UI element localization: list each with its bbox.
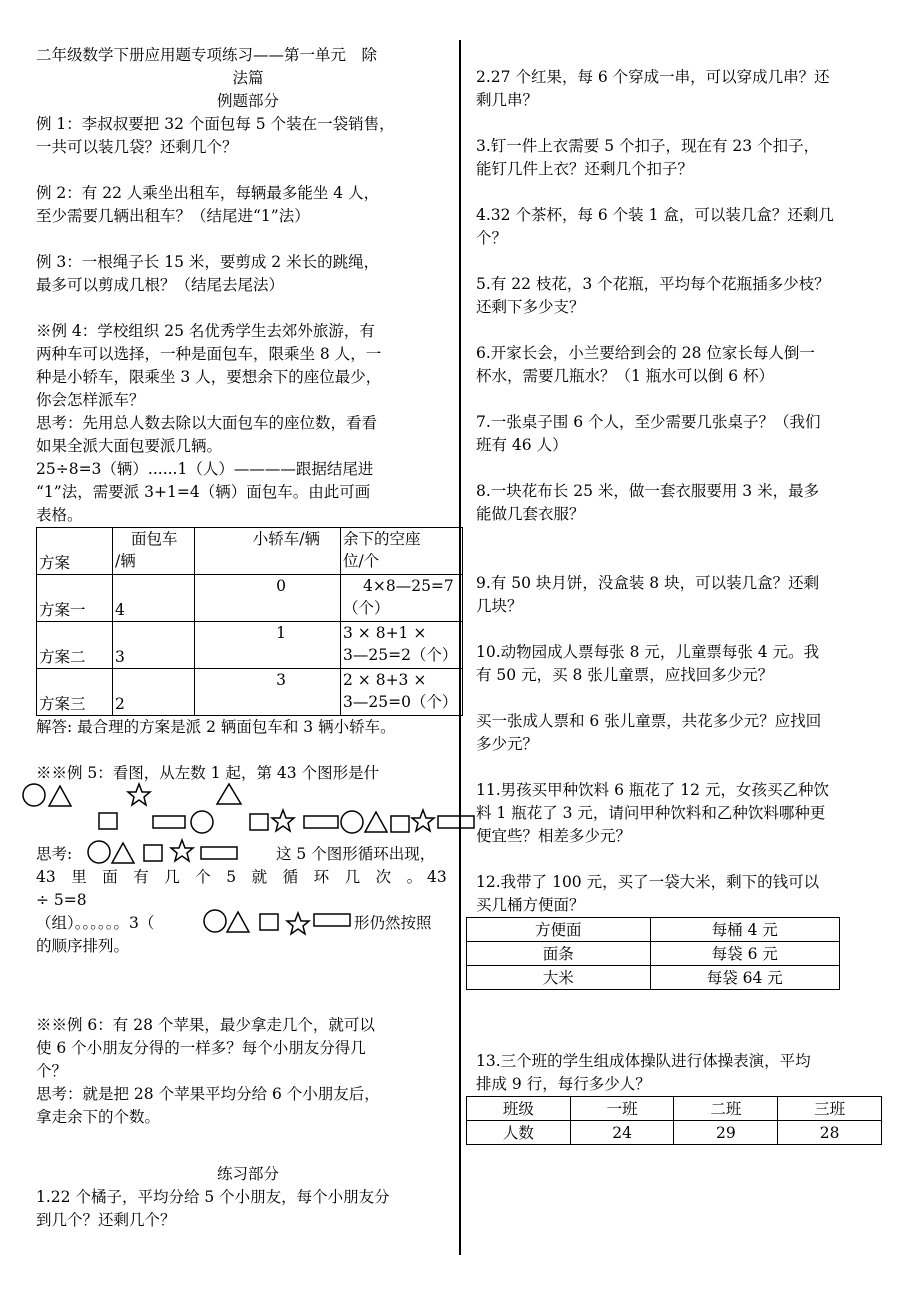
- table-row: [37, 669, 463, 716]
- table-cell: 0: [195, 575, 341, 622]
- rectangle-icon: [314, 914, 350, 926]
- practice-5: 5.有 22 枝花，3 个花瓶，平均每个花瓶插多少枝？ 还剩下多少支？: [476, 275, 830, 316]
- practice-6: 6.开家长会，小兰要给到会的 28 位家长每人倒一 杯水，需要几瓶水？（1 瓶水可以倒 6 杯）: [476, 344, 815, 385]
- table-cell: 方案三: [37, 669, 113, 716]
- example-6-thinking: 思考：就是把 28 个苹果平均分给 6 个小朋友后， 拿走余下的个数。: [36, 1085, 380, 1126]
- practice-7: 7.一张桌子围 6 个人，至少需要几张桌子？（我们 班有 46 人）: [476, 413, 821, 454]
- star-icon: [272, 810, 294, 831]
- table-row: [467, 918, 840, 942]
- example-5: ※※例 5：看图，从左数 1 起，第 43 个图形是什: [36, 764, 380, 782]
- rectangle-icon: [438, 816, 474, 828]
- circle-icon: [88, 841, 110, 863]
- star-icon: [128, 784, 150, 805]
- example-6: ※※例 6：有 28 个苹果，最少拿走几个，就可以 使 6 个小朋友分得的一样多？每个小朋友分得几 个？: [36, 1016, 375, 1080]
- remaining-shapes-svg: [202, 908, 352, 938]
- class-table: [466, 1096, 882, 1145]
- table-cell: 三班: [778, 1097, 882, 1121]
- table-cell: 小轿车/辆: [195, 528, 341, 575]
- triangle-icon: [365, 812, 387, 832]
- table-cell: 28: [778, 1121, 882, 1145]
- example-5-thinking-line-4: 的顺序排列。: [36, 937, 130, 955]
- example-5-thinking-line-2: 43 里 面 有 几 个 5 就 循 环 几 次 。 43 ÷ 5=8: [36, 868, 447, 909]
- table-row: [467, 966, 840, 990]
- star-icon: [412, 810, 434, 831]
- table-row: [37, 575, 463, 622]
- table-cell: 3: [195, 669, 341, 716]
- practice-13: 13.三个班的学生组成体操队进行体操表演，平均 排成 9 行，每行多少人？: [476, 1052, 811, 1093]
- title-line-1: 二年级数学下册应用题专项练习——第一单元 除: [36, 46, 378, 64]
- page-title: [36, 44, 460, 90]
- table-cell: 大米: [467, 966, 651, 990]
- square-icon: [250, 814, 268, 830]
- example-4-thinking: 思考：先用总人数去除以大面包车的座位数，看看 如果全派大面包要派几辆。 25÷8=3（辆）......1（人）————跟据结尾进 “1”法，需要派 3+1=4（辆）面包车。由此可画 表格。: [36, 414, 378, 524]
- practice-1: 1.22 个橘子，平均分给 5 个小朋友，每个小朋友分 到几个？还剩几个？: [36, 1188, 390, 1229]
- examples-heading: 例题部分: [216, 92, 279, 110]
- example-5-thinking-line-3: （组）。。。。。。3（ 形仍然按照: [36, 912, 460, 935]
- rectangle-icon: [153, 816, 185, 828]
- table-cell: 4: [113, 575, 195, 622]
- table-cell: 方案一: [37, 575, 113, 622]
- table-cell: 二班: [674, 1097, 778, 1121]
- example-2: 例 2：有 22 人乘坐出租车，每辆最多能坐 4 人， 至少需要几辆出租车？（结尾进“1”法）: [36, 184, 380, 225]
- square-icon: [99, 813, 117, 829]
- circle-icon: [341, 811, 363, 833]
- table-row: [37, 528, 463, 575]
- table-cell: 余下的空座 位/个: [341, 528, 463, 575]
- square-icon: [260, 914, 278, 930]
- table-cell: 29: [674, 1121, 778, 1145]
- table-cell: 1: [195, 622, 341, 669]
- star-icon: [287, 913, 309, 934]
- table-cell: 人数: [467, 1121, 571, 1145]
- table-cell: 面条: [467, 942, 651, 966]
- table-cell: 每袋 64 元: [650, 966, 840, 990]
- example-3: 例 3：一根绳子长 15 米，要剪成 2 米长的跳绳， 最多可以剪成几根？（结尾去尾法）: [36, 253, 380, 294]
- table-cell: 3: [113, 622, 195, 669]
- cycle-shapes-svg: [84, 837, 244, 867]
- rectangle-icon: [201, 847, 237, 859]
- table-row: [467, 1097, 882, 1121]
- circle-icon: [204, 910, 226, 932]
- table-row: [467, 942, 840, 966]
- example-1: 例 1：李叔叔要把 32 个面包每 5 个装在一袋销售， 一共可以装几袋？还剩几个？: [36, 115, 395, 156]
- table-cell: 一班: [570, 1097, 674, 1121]
- example-5-thinking-line-1: 思考: 这 5 个图形循环出现，: [36, 843, 460, 875]
- triangle-icon: [227, 912, 249, 932]
- square-icon: [391, 816, 409, 832]
- triangle-icon: [112, 843, 134, 863]
- table-cell: 2 × 8+3 × 3—25=0（个）: [341, 669, 463, 716]
- practice-3: 3.钉一件上衣需要 5 个扣子，现在有 23 个扣子， 能钉几件上衣？还剩几个扣子？: [476, 137, 820, 178]
- example-4: ※例 4：学校组织 25 名优秀学生去郊外旅游，有 两种车可以选择，一种是面包车，限乘坐 8 人，一 种是小轿车，限乘坐 3 人，要想余下的座位最少， 你会怎样派车？: [36, 322, 382, 409]
- price-table: [466, 917, 840, 990]
- table-cell: 班级: [467, 1097, 571, 1121]
- practice-4: 4.32 个茶杯，每 6 个装 1 盒，可以装几盒？还剩几 个？: [476, 206, 834, 247]
- table-row: [467, 1121, 882, 1145]
- triangle-icon: [217, 784, 241, 804]
- table-cell: 24: [570, 1121, 674, 1145]
- table-cell: 方案二: [37, 622, 113, 669]
- table-cell: 方便面: [467, 918, 651, 942]
- practice-9: 9.有 50 块月饼，没盒装 8 块，可以装几盒？还剩 几块？: [476, 574, 820, 615]
- circle-icon: [191, 811, 213, 833]
- rectangle-icon: [304, 816, 338, 828]
- star-icon: [171, 840, 193, 861]
- practice-12: 12.我带了 100 元，买了一袋大米，剩下的钱可以 买几桶方便面？: [476, 873, 820, 914]
- table-cell: 面包车 /辆: [113, 528, 195, 575]
- table-cell: 每桶 4 元: [650, 918, 840, 942]
- practice-11: 11.男孩买甲种饮料 6 瓶花了 12 元，女孩买乙种饮 料 1 瓶花了 3 元，请问甲种饮料和乙种饮料哪种更 便宜些？相差多少元？: [476, 781, 829, 845]
- table-cell: 2: [113, 669, 195, 716]
- circle-icon: [23, 784, 45, 806]
- practice-10: 10.动物园成人票每张 8 元，儿童票每张 4 元。我 有 50 元，买 8 张儿童票，应找回多少元？: [476, 643, 820, 684]
- table-cell: 每袋 6 元: [650, 942, 840, 966]
- shape-sequence-figure: [36, 785, 460, 831]
- shape-sequence-svg: [22, 779, 446, 835]
- table-cell: 4×8—25=7 （个）: [341, 575, 463, 622]
- practice-10b: 买一张成人票和 6 张儿童票，共花多少元？应找回 多少元？: [476, 712, 822, 753]
- plan-table: [36, 527, 463, 716]
- left-column: [36, 44, 460, 1232]
- practice-2: 2.27 个红果，每 6 个穿成一串，可以穿成几串？还 剩几串？: [476, 68, 830, 109]
- table-cell: 方案: [37, 528, 113, 575]
- example-4-answer: 解答: 最合理的方案是派 2 辆面包车和 3 辆小轿车。: [36, 718, 396, 736]
- practice-heading: 练习部分: [216, 1165, 279, 1183]
- triangle-icon: [49, 786, 71, 806]
- title-line-2: 法篇: [232, 69, 264, 87]
- right-column: [476, 66, 888, 1145]
- table-cell: 3 × 8+1 × 3—25=2（个）: [341, 622, 463, 669]
- practice-8: 8.一块花布长 25 米，做一套衣服要用 3 米，最多 能做几套衣服？: [476, 482, 820, 523]
- table-row: [37, 622, 463, 669]
- square-icon: [144, 845, 162, 861]
